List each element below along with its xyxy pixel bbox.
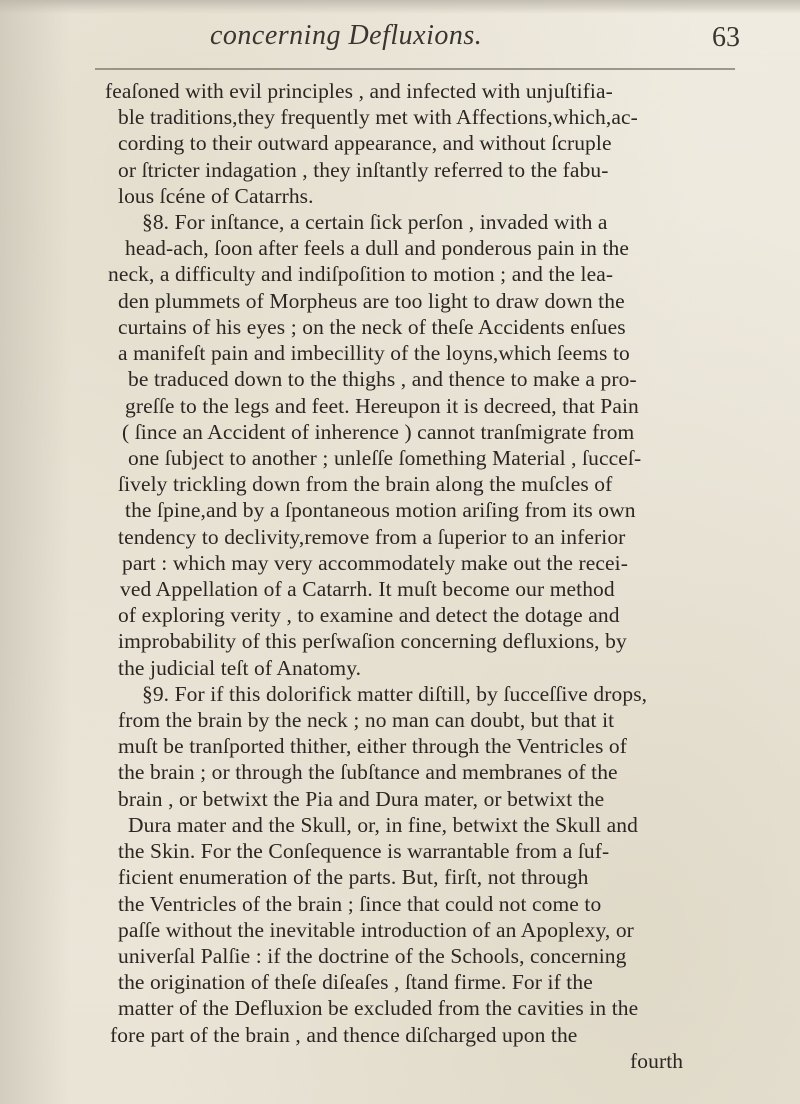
text-line: improbability of this perſwaſion concerning defluxions, by bbox=[118, 629, 627, 654]
text-line: ſively trickling down from the brain along the muſcles of bbox=[118, 472, 613, 497]
text-line: from the brain by the neck ; no man can doubt, but that it bbox=[118, 708, 615, 733]
text-line: matter of the Defluxion be excluded from the cavities in the bbox=[118, 996, 639, 1021]
text-line: ( ſince an Accident of inherence ) cannot tranſmigrate from bbox=[122, 419, 635, 444]
text-line: ble traditions,they frequently met with Affections,which,ac- bbox=[118, 105, 638, 130]
text-line: one ſubject to another ; unleſſe ſomething Material , ſucceſ- bbox=[128, 445, 642, 470]
header-rule bbox=[95, 68, 735, 70]
text-line: lous ſcéne of Catarrhs. bbox=[118, 183, 314, 208]
text-line: §8. For inſtance, a certain ſick perſon , invaded with a bbox=[142, 210, 608, 235]
text-line: tendency to declivity,remove from a ſuperior to an inferior bbox=[118, 524, 626, 549]
text-line: fore part of the brain , and thence diſcharged upon the bbox=[110, 1022, 578, 1047]
page-gutter-shadow bbox=[0, 0, 70, 1104]
text-line: paſſe without the inevitable introduction of an Apoplexy, or bbox=[118, 917, 634, 942]
text-line: Dura mater and the Skull, or, in fine, betwixt the Skull and bbox=[128, 812, 638, 837]
text-line: §9. For if this dolorifick matter diſtill, by ſucceſſive drops, bbox=[142, 681, 648, 706]
text-line: head-ach, ſoon after feels a dull and ponderous pain in the bbox=[125, 236, 630, 261]
text-line: part : which may very accommodately make out the recei- bbox=[122, 550, 628, 575]
text-line: the Ventricles of the brain ; ſince that could not come to bbox=[118, 891, 602, 916]
catchword: fourth bbox=[630, 1048, 684, 1073]
text-line: the ſpine,and by a ſpontaneous motion ariſing from its own bbox=[125, 498, 636, 523]
text-line: cording to their outward appearance, and without ſcruple bbox=[118, 131, 612, 156]
text-line: ved Appellation of a Catarrh. It muſt become our method bbox=[120, 577, 615, 601]
text-line: of exploring verity , to examine and detect the dotage and bbox=[118, 603, 620, 628]
text-line: the Skin. For the Conſequence is warrantable from a ſuf- bbox=[118, 839, 610, 864]
text-line: the brain ; or through the ſubſtance and membranes of the bbox=[118, 760, 618, 785]
text-line: the origination of theſe diſeaſes , ſtand firme. For if the bbox=[118, 970, 593, 995]
text-line: be traduced down to the thighs , and thence to make a pro- bbox=[128, 367, 637, 392]
text-line: greſſe to the legs and feet. Hereupon it is decreed, that Pain bbox=[125, 393, 639, 418]
page-top-edge bbox=[0, 0, 800, 14]
text-line: neck, a difficulty and indiſpoſition to motion ; and the lea- bbox=[108, 262, 614, 287]
text-line: the judicial teſt of Anatomy. bbox=[118, 655, 362, 680]
running-title: concerning Defluxions. bbox=[210, 20, 483, 51]
text-line: univerſal Palſie : if the doctrine of the Schools, concerning bbox=[118, 943, 627, 968]
text-line: or ſtricter indagation , they inſtantly referred to the fabu- bbox=[118, 157, 609, 182]
text-line: ficient enumeration of the parts. But, firſt, not through bbox=[118, 865, 589, 890]
text-line: a manifeſt pain and imbecillity of the loyns,which ſeems to bbox=[118, 341, 630, 366]
page-number: 63 bbox=[712, 22, 740, 53]
text-line: muſt be tranſported thither, either through the Ventricles of bbox=[118, 734, 627, 759]
text-line: feaſoned with evil principles , and infected with unjuſtifia- bbox=[105, 79, 613, 103]
text-line: brain , or betwixt the Pia and Dura mater, or betwixt the bbox=[118, 786, 605, 811]
text-line: den plummets of Morpheus are too light to draw down the bbox=[118, 288, 625, 313]
text-line: curtains of his eyes ; on the neck of theſe Accidents enſues bbox=[118, 314, 626, 339]
